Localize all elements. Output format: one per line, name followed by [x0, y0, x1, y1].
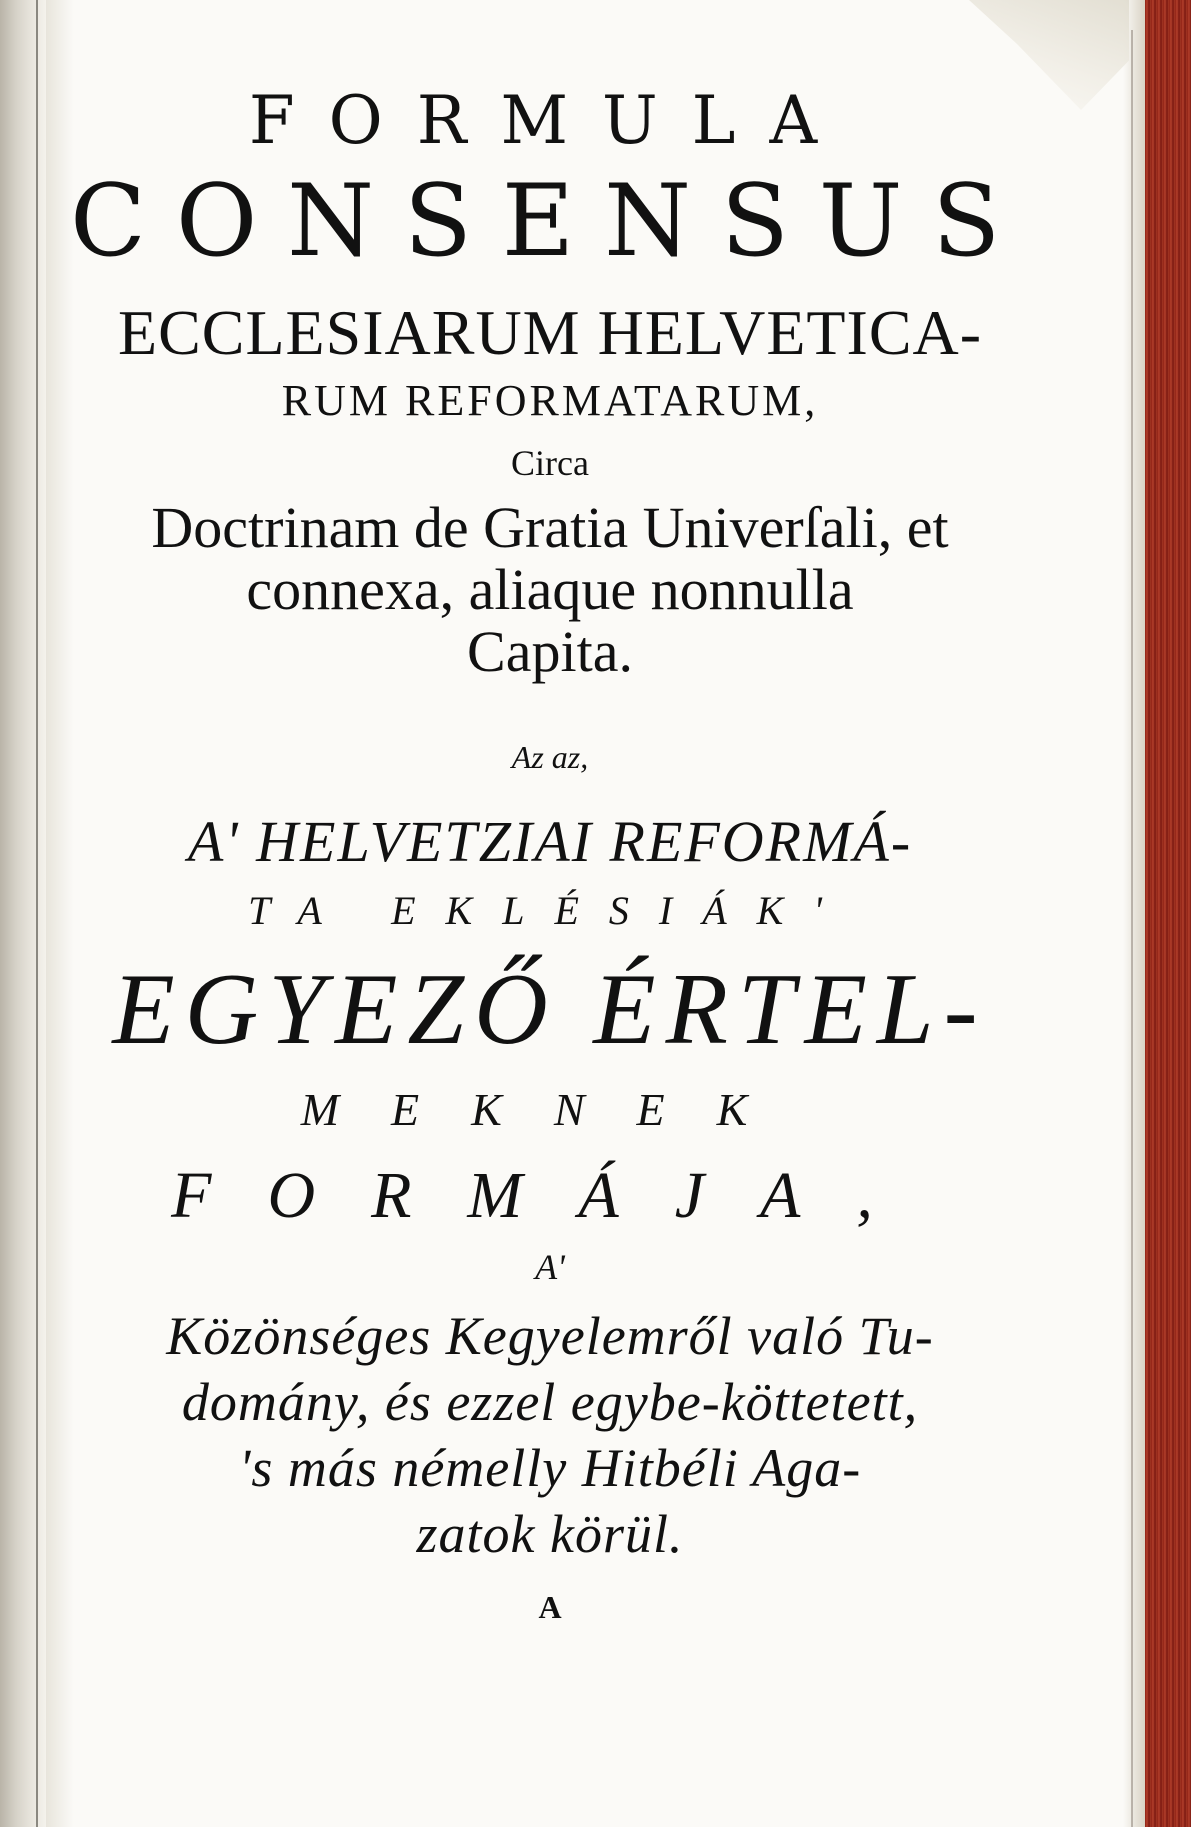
title-meknek: MEKNEK: [300, 1084, 800, 1136]
left-spine-shadow: [0, 0, 46, 1827]
title-consensus: CONSENSUS: [70, 164, 1031, 279]
title-domany: domány, és ezzel egybe-köttetett,: [181, 1372, 919, 1433]
title-page-text: [70, 80, 1031, 1626]
red-page-edges: [1145, 0, 1191, 1827]
title-az-az: Az az,: [511, 739, 589, 776]
title-connexa: connexa, aliaque nonnulla: [246, 557, 854, 623]
title-kozonseges: Közönséges Kegyelemről való Tu-: [166, 1306, 934, 1367]
title-formula: FORMULA: [248, 82, 852, 159]
title-helvetziai: A' HELVETZIAI REFORMÁ-: [187, 809, 913, 875]
title-egyezo: EGYEZŐ ÉRTEL-: [112, 953, 988, 1067]
title-zatok: zatok körül.: [416, 1504, 684, 1565]
right-page-curve: [1123, 0, 1145, 1827]
title-eklesiak: TA EKLÉSIÁK': [248, 888, 852, 934]
title-a-article: A': [535, 1247, 565, 1288]
title-capita: Capita.: [467, 619, 633, 685]
title-reformatarum: RUM REFORMATARUM,: [281, 376, 819, 426]
right-gutter-line: [1131, 30, 1133, 1827]
title-doctrinam: Doctrinam de Gratia Univerſali, et: [151, 495, 949, 561]
left-gutter-line: [36, 0, 38, 1827]
title-circa: Circa: [511, 443, 589, 484]
signature-mark: A: [538, 1589, 562, 1626]
title-nemelly: 's más némelly Hitbéli Aga-: [238, 1438, 862, 1499]
title-ecclesiarum: ECCLESIARUM HELVETICA-: [117, 297, 983, 369]
title-formaja: FORMÁJA,: [171, 1159, 929, 1233]
